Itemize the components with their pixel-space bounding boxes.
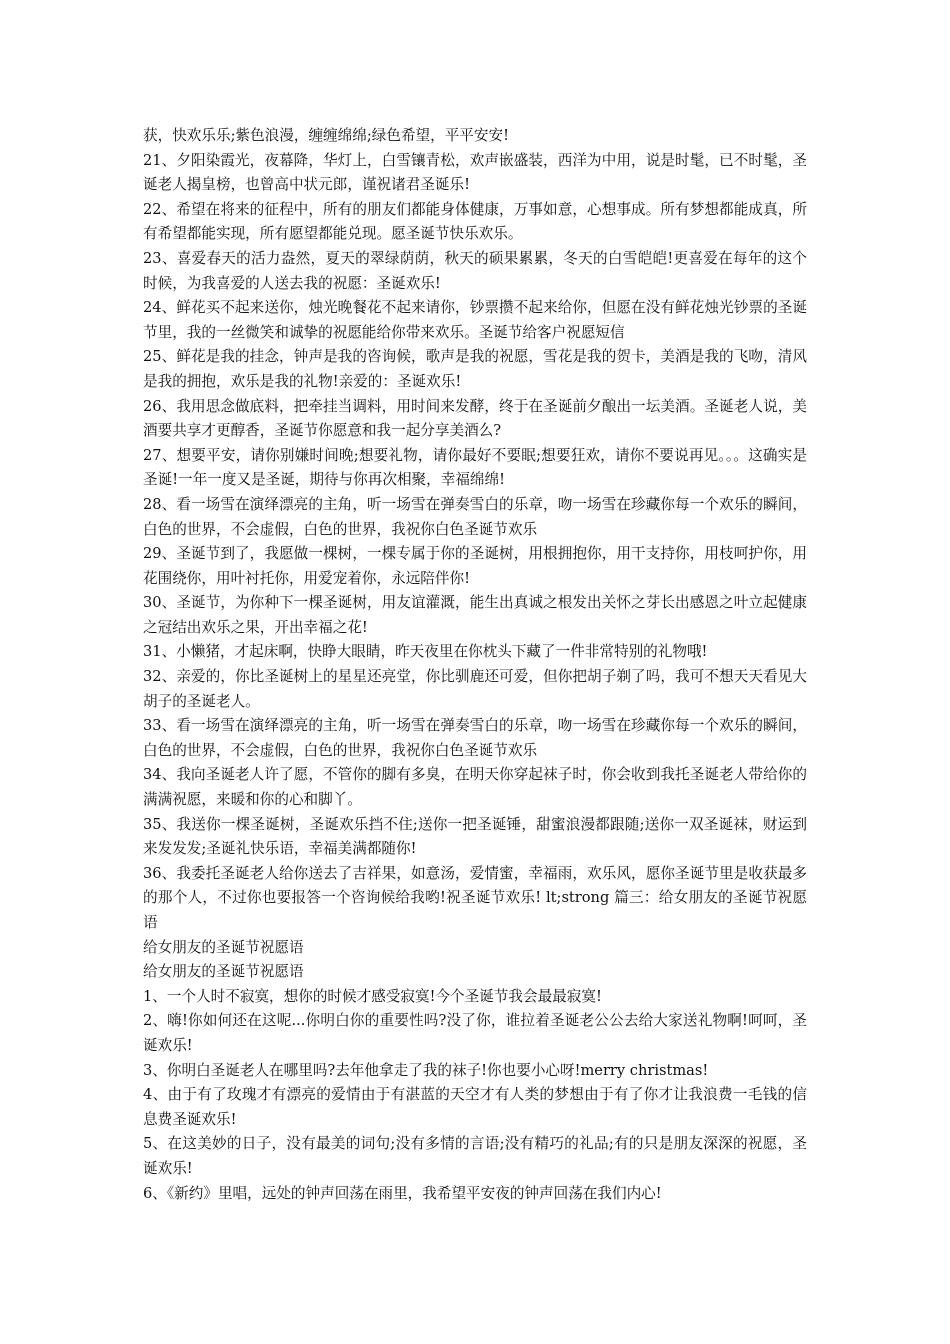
paragraph: 25、鲜花是我的挂念，钟声是我的咨询候，歌声是我的祝愿，雪花是我的贺卡，美酒是我的飞吻，清风是我的拥抱，欢乐是我的礼物!亲爱的：圣诞欢乐!	[143, 348, 807, 390]
paragraph: 1、一个人时不寂寞，想你的时候才感受寂寞!今个圣诞节我会最最寂寞!	[143, 987, 602, 1005]
paragraph: 27、想要平安，请你别嫌时间晚;想要礼物，请你最好不要眠;想要狂欢，请你不要说再见。。。这确实是圣诞!一年一度又是圣诞，期待与你再次相聚，幸福绵绵!	[143, 446, 807, 489]
paragraph: 23、喜爱春天的活力盎然，夏天的翠绿荫荫，秋天的硕果累累，冬天的白雪皑皑!更喜爱在每年的这个时候，为我喜爱的人送去我的祝愿：圣诞欢乐!	[143, 249, 807, 292]
paragraph: 21、夕阳染霞光，夜幕降，华灯上，白雪镶青松，欢声嵌盛装，西洋为中用，说是时髦，已不时髦，圣诞老人揭皇榜，也曾高中状元郎，谨祝诸君圣诞乐!	[143, 151, 807, 194]
paragraph: 35、我送你一棵圣诞树，圣诞欢乐挡不住;送你一把圣诞锤，甜蜜浪漫都跟随;送你一双圣诞袜，财运到来发发发;圣诞礼快乐语，幸福美满都随你!	[143, 815, 807, 858]
paragraph: 4、由于有了玫瑰才有漂亮的爱情由于有湛蓝的天空才有人类的梦想由于有了你才让我浪费一毛钱的信息费圣诞欢乐!	[143, 1086, 807, 1128]
paragraph: 2、嗨!你如何还在这呢...你明白你的重要性吗?没了你，谁拉着圣诞老公公去给大家送礼物啊!呵呵，圣诞欢乐!	[143, 1012, 807, 1054]
paragraph: 33、看一场雪在演绎漂亮的主角，听一场雪在弹奏雪白的乐章，吻一场雪在珍藏你每一个欢乐的瞬间，白色的世界，不会虚假，白色的世界，我祝你白色圣诞节欢乐	[143, 717, 807, 759]
paragraph: 28、看一场雪在演绎漂亮的主角，听一场雪在弹奏雪白的乐章，吻一场雪在珍藏你每一个欢乐的瞬间，白色的世界，不会虚假，白色的世界，我祝你白色圣诞节欢乐	[143, 495, 807, 538]
paragraph: 31、小懒猪，才起床啊，快睁大眼睛，昨天夜里在你枕头下藏了一件非常特别的礼物哦!	[143, 643, 708, 661]
paragraph: 5、在这美妙的日子，没有最美的词句;没有多情的言语;没有精巧的礼品;有的只是朋友深深的祝愿，圣诞欢乐!	[143, 1135, 807, 1177]
paragraph: 29、圣诞节到了，我愿做一棵树，一棵专属于你的圣诞树，用根拥抱你，用干支持你，用枝呵护你，用花围绕你，用叶衬托你，用爱宠着你，永远陪伴你!	[143, 545, 807, 587]
section-heading: 给女朋友的圣诞节祝愿语	[143, 963, 304, 981]
paragraph: 获，快欢乐乐;紫色浪漫，缠缠绵绵;绿色希望，平平安安!	[143, 127, 509, 144]
paragraph: 34、我向圣诞老人许了愿，不管你的脚有多臭，在明天你穿起袜子时，你会收到我托圣诞老人带给你的满满祝愿，来暖和你的心和脚丫。	[143, 766, 807, 809]
paragraph: 3、你明白圣诞老人在哪里吗?去年他拿走了我的袜子!你也要小心呀!merry christmas!	[143, 1061, 709, 1079]
paragraph: 6、《新约》里唱，远处的钟声回荡在雨里，我希望平安夜的钟声回荡在我们内心!	[143, 1184, 662, 1202]
paragraph: 32、亲爱的，你比圣诞树上的星星还亮堂，你比驯鹿还可爱，但你把胡子剃了吗，我可不想天天看见大胡子的圣诞老人。	[143, 668, 807, 710]
paragraph: 26、我用思念做底料，把牵挂当调料，用时间来发酵，终于在圣诞前夕酿出一坛美酒。圣诞老人说，美酒要共享才更醇香，圣诞节你愿意和我一起分享美酒么?	[143, 397, 807, 440]
paragraph: 30、圣诞节，为你种下一棵圣诞树，用友谊灌溉，能生出真诚之根发出关怀之芽长出感恩之叶立起健康之冠结出欢乐之果，开出幸福之花!	[143, 594, 807, 636]
paragraph: 36、我委托圣诞老人给你送去了吉祥果，如意汤，爱情蜜，幸福雨，欢乐风，愿你圣诞节里是收获最多的那个人，不过你也要报答一个咨询候给我哟!祝圣诞节欢乐! lt;strong 篇三：给女朋友的圣诞节祝愿语	[143, 864, 807, 931]
document-body	[143, 124, 807, 1206]
section-heading: 给女朋友的圣诞节祝愿语	[143, 938, 304, 956]
paragraph: 24、鲜花买不起来送你，烛光晚餐花不起来请你，钞票攒不起来给你，但愿在没有鲜花烛光钞票的圣诞节里，我的一丝微笑和诚挚的祝愿能给你带来欢乐。圣诞节给客户祝愿短信	[143, 299, 807, 341]
paragraph: 22、希望在将来的征程中，所有的朋友们都能身体健康，万事如意，心想事成。所有梦想都能成真，所有希望都能实现，所有愿望都能兑现。愿圣诞节快乐欢乐。	[143, 200, 807, 243]
